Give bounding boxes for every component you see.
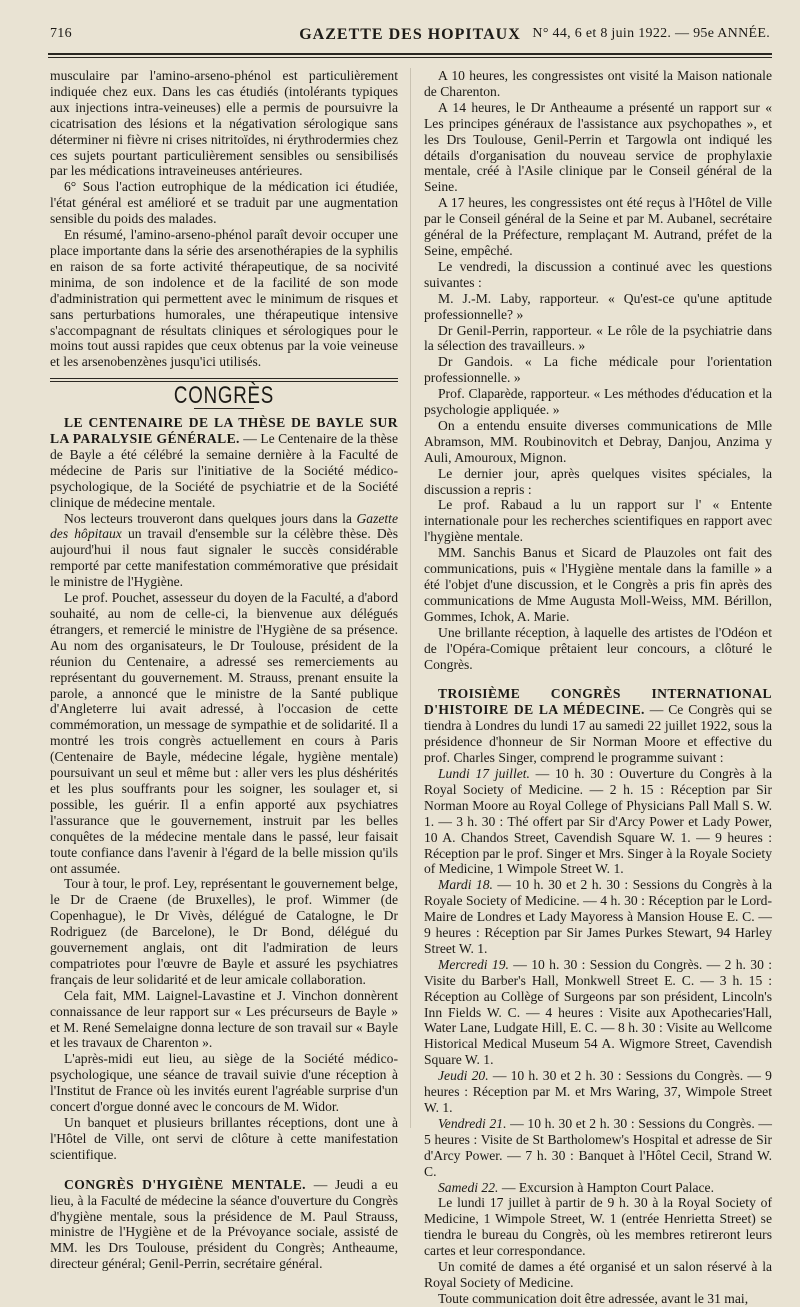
journal-title: GAZETTE DES HOPITAUX bbox=[299, 26, 521, 43]
paragraph: 6° Sous l'action eutrophique de la médication ici étudiée, l'état général est amélioré et se traduit par une augmentation sensible du poids des malades. bbox=[50, 179, 398, 227]
paragraph: Toute communication doit être adressée, avant le 31 mai, bbox=[438, 1290, 749, 1306]
article-paragraph: TROISIÈME CONGRÈS INTERNATIONAL D'HISTOIRE DE LA MÉDECINE. — Ce Congrès qui se tiendra à Londres du lundi 17 au samedi 22 juillet 1922, sous la présidence d'honneur de Sir Norman Moore et effective du prof. Charles Singer, comprend le programme suivant : bbox=[424, 686, 772, 766]
paragraph: Dr Genil-Perrin, rapporteur. « Le rôle de la psychiatrie dans la sélection des travailleurs. » bbox=[424, 322, 772, 354]
program-day-label: Jeudi 20. bbox=[438, 1068, 489, 1084]
page-number: 716 bbox=[50, 26, 72, 41]
paragraph: MM. Sanchis Banus et Sicard de Plauzoles ont fait des communications, puis « l'Hygiène mentale dans la famille » a été l'objet d'une discussion, et le Congrès a pris fin après des communications de Mme Augusta Moll-Weiss, MM. Bérillon, Gommes, Ichok, A. Marie. bbox=[424, 545, 772, 624]
paragraph: Tour à tour, le prof. Ley, représentant le gouvernement belge, le Dr de Craene (de Bruxelles), le prof. Wimmer (de Copenhague), le Dr Vivès, délégué de Catalogne, le Dr Rodriguez (de Barcelone), le Dr Bond, délégué du gouvernement anglais, ont dit l'admiration de leurs compatriotes pour l'œuvre de Bayle et assuré les psychiatres français de leur solidarité et de leur amicale collaboration. bbox=[50, 876, 398, 987]
paragraph: Le dernier jour, après quelques visites spéciales, la discussion a repris : bbox=[424, 465, 772, 497]
program-day-label: Samedi 22. bbox=[438, 1179, 499, 1195]
program-day: Mercredi 19. — 10 h. 30 : Session du Congrès. — 2 h. 30 : Visite du Barber's Hall, Monkwell Street E. C. — 3 h. 15 : Réception au Collège of Surgeons par son président, Lincoln's Inn Fields W. C. — 4 heures : Visite aux Apothecaries'Hall, Water Lane, Ludgate Hill, E. C. — 8 h. 30 : Visite au Wellcome Historical Medical Museum 54 A. Wigmore Street, Cavendish Square W. 1. bbox=[424, 956, 773, 1068]
article-heading: TROISIÈME CONGRÈS INTERNATIONAL D'HISTOIRE DE LA MÉDECINE. bbox=[424, 686, 772, 718]
paragraph: Un banquet et plusieurs brillantes réceptions, dont une à l'Hôtel de Ville, ont servi de clôture à cette manifestation scientifique. bbox=[50, 1115, 398, 1162]
paragraph: Prof. Claparède, rapporteur. « Les méthodes d'éducation et la psychologie appliquée. » bbox=[424, 386, 772, 418]
program-day: Jeudi 20. — 10 h. 30 et 2 h. 30 : Sessions du Congrès. — 9 heures : Réception par M. et Mrs Waring, 37, Wimpole Street W. 1. bbox=[424, 1068, 772, 1115]
running-header bbox=[50, 22, 770, 44]
program-day: Samedi 22. — Excursion à Hampton Court Palace. bbox=[438, 1179, 714, 1195]
program-day-label: Lundi 17 juillet. bbox=[438, 765, 530, 781]
paragraph: Le prof. Rabaud a lu un rapport sur l' « Entente internationale pour les recherches scientifiques en rapport avec l'hygiène mentale. bbox=[424, 497, 772, 545]
program-day-label: Mardi 18. bbox=[438, 877, 493, 893]
section-title: CONGRÈS bbox=[173, 382, 275, 410]
paragraph: Nos lecteurs trouveront dans quelques jours dans la Gazette des hôpitaux un travail d'ensemble sur la célèbre thèse. Dès aujourd'hui il nous faut signaler le succès considérable remporté par cette manifestation commémorative que présidait le ministre de l'Hygiène. bbox=[50, 510, 399, 590]
issue-info: N° 44, 6 et 8 juin 1922. — 95e ANNÉE. bbox=[532, 26, 770, 41]
article-heading: LE CENTENAIRE DE LA THÈSE DE BAYLE SUR LA PARALYSIE GÉNÉRALE. bbox=[50, 415, 398, 447]
article-heading: CONGRÈS D'HYGIÈNE MENTALE. bbox=[64, 1176, 306, 1192]
paragraph: On a entendu ensuite diverses communications de Mlle Abramson, MM. Roubinovitch et Debray, Danjou, Anzima y Auli, Amouroux, Mignon. bbox=[424, 417, 772, 465]
header-rule-thick bbox=[48, 53, 772, 55]
paragraph: En résumé, l'amino-arseno-phénol paraît devoir occuper une place importante dans la série des arsenothérapies de la syphilis en raison de sa forte activité thérapeutique, de sa nocivité minima, de son indolence et de la facilité de son mode d'administration qui permettent avec le minimum de risques et sans perturbations humorales, une thérapeutique intensive s'accompagnant de résultats cliniques et sérologiques pour le moins tout aussi rapides que ceux obtenus par la voie veineuse et les arsenobenzènes jusqu'ici utilisés. bbox=[50, 227, 398, 370]
paragraph: Le lundi 17 juillet à partir de 9 h. 30 à la Royal Society of Medicine, 1 Wimpole Street, W. 1 (entrée Henrietta Street) se tiendra le bureau du Congrès, où les membres retireront leurs cartes et leur correspondance. bbox=[424, 1195, 772, 1259]
program-day: Lundi 17 juillet. — 10 h. 30 : Ouverture du Congrès à la Royal Society of Medicine. — 2 h. 15 : Réception par Sir Norman Moore au Royal College of Physicians Pall Mall S. W. 1. — 3 h. 30 : Thé offert par Sir d'Arcy Power et Lady Power, 10 A. Chandos Street, Cavendish Square W. 1. — 9 heures : Réception par le prof. Singer et Mrs. Singer à la Royale Society of Medicine, 1 Wimpole Street W. 1. bbox=[424, 765, 773, 877]
program-day-label: Mercredi 19. bbox=[438, 956, 509, 972]
paragraph: L'après-midi eut lieu, au siège de la Société médico-psychologique, une séance de travail suivie d'une réception à l'Institut de France où les invités eurent l'agréable surprise d'un concert d'orgue donné avec le concours de M. Widor. bbox=[50, 1051, 398, 1115]
program-day: Mardi 18. — 10 h. 30 et 2 h. 30 : Sessions du Congrès à la Royale Society of Medicine. — 4 h. 30 : Réception par le Lord-Maire de Londres et Lady Mayoress à Mansion House E. C. — 9 heures : Réception par Sir James Purkes Stewart, 94 Harley Street W. 1. bbox=[424, 877, 773, 956]
article-paragraph: LE CENTENAIRE DE LA THÈSE DE BAYLE SUR LA PARALYSIE GÉNÉRALE. — Le Centenaire de la thèse de Bayle a été célébré la semaine dernière à la Faculté de médecine de Paris sur l'initiative de la Société médico-psychologique, de la Société de psychiatrie et de la Société clinique de médecine mentale. bbox=[50, 415, 398, 510]
column-divider bbox=[410, 68, 411, 1128]
section-rule bbox=[50, 378, 398, 379]
paragraph: A 10 heures, les congressistes ont visité la Maison nationale de Charenton. bbox=[424, 68, 772, 99]
program-day-label: Vendredi 21. bbox=[438, 1115, 507, 1131]
paragraph: Le vendredi, la discussion a continué avec les questions suivantes : bbox=[424, 258, 772, 290]
paragraph: Un comité de dames a été organisé et un salon réservé à la Royal Society of Medicine. bbox=[424, 1259, 772, 1290]
paragraph: Une brillante réception, à laquelle des artistes de l'Odéon et de l'Opéra-Comique prêtaient leur concours, a clôturé le Congrès. bbox=[424, 624, 772, 672]
right-column bbox=[424, 68, 772, 1307]
header-rule-thin bbox=[48, 57, 772, 58]
journal-name: Gazette des hôpitaux bbox=[50, 510, 398, 542]
paragraph: Dr Gandois. « La fiche médicale pour l'orientation professionnelle. » bbox=[424, 354, 772, 386]
paragraph: musculaire par l'amino-arseno-phénol est particulièrement indiquée chez eux. Dans les cas étudiés (intolérants typiques aux injections intra-veineuses) elle a permis de poursuivre la cicatrisation des lésions et la négativation sérologique sans déterminer ni fièvre ni crises nitritoïdes, ni érythrodermies chez ces sujets pourtant particulièrement sensibles ou sensibilisés par les médications intraveineuses antérieures. bbox=[50, 68, 398, 179]
paragraph: Cela fait, MM. Laignel-Lavastine et J. Vinchon donnèrent connaissance de leur rapport sur « Les précurseurs de Bayle » et M. René Semelaigne donna lecture de son travail sur « Bayle et les travaux de Charenton ». bbox=[50, 987, 398, 1051]
paragraph: A 14 heures, le Dr Antheaume a présenté un rapport sur « Les principes généraux de l'assistance aux psychopathes », et les Drs Toulouse, Genil-Perrin et Targowla ont indiqué les détails d'organisation du nouveau service de prophylaxie mentale, créé à l'Asile clinique par le Conseil général de la Seine. bbox=[424, 99, 772, 195]
left-column bbox=[50, 68, 398, 1272]
paragraph: Le prof. Pouchet, assesseur du doyen de la Faculté, a d'abord souhaité, au nom de celle-ci, la bienvenue aux délégués étrangers, et remercié le ministre de l'Hygiène de sa présence. Au nom des organisateurs, le Dr Toulouse, président de la réunion du Centenaire, a adressé ses remerciements au représentant du gouvernement. M. Strauss, prenant ensuite la parole, a annoncé que le ministre de la Santé publique d'Angleterre lui avait adressé, à l'occasion de cette commémoration, un message de sympathie et de solidarité. Il a montré les trois congrès actuellement en cours à Paris (Centenaire de Bayle, médecine légale, hygiène mentale) poursuivant un seul et même but : aller vers les plus déshérités et les plus souffrants pour les soigner, les soulager et, si possible, les guérir. Il a enfin apporté aux psychiatres l'assurance que le gouvernement, instruit par les belles conquêtes de la médecine mentale dans le passé, leur faisait toute confiance dans l'avenir à l'égard de la belle mission qu'ils ont assumée. bbox=[50, 590, 398, 876]
paragraph: M. J.-M. Laby, rapporteur. « Qu'est-ce qu'une aptitude professionnelle? » bbox=[424, 290, 772, 322]
article-paragraph: CONGRÈS D'HYGIÈNE MENTALE. — Jeudi a eu lieu, à la Faculté de médecine la séance d'ouverture du Congrès d'hygiène mentale, sous la présidence de M. Paul Strauss, ministre de l'Hygiène et de la Prévoyance sociale, assisté de MM. les Drs Toulouse, président du Congrès; Antheaume, directeur général; Genil-Perrin, secrétaire général. bbox=[50, 1176, 399, 1272]
paragraph: A 17 heures, les congressistes ont été reçus à l'Hôtel de Ville par le Conseil général de la Seine et par M. Aubanel, secrétaire général de la Préfecture, remplaçant M. Autrand, préfet de la Seine, empêché. bbox=[424, 195, 772, 258]
program-day: Vendredi 21. — 10 h. 30 et 2 h. 30 : Sessions du Congrès. — 5 heures : Visite de St Bartholomew's Hospital et adresse de Sir d'Arcy Power. — 7 h. 30 : Banquet à l'Hôtel Cecil, Strand W. C. bbox=[424, 1115, 772, 1179]
